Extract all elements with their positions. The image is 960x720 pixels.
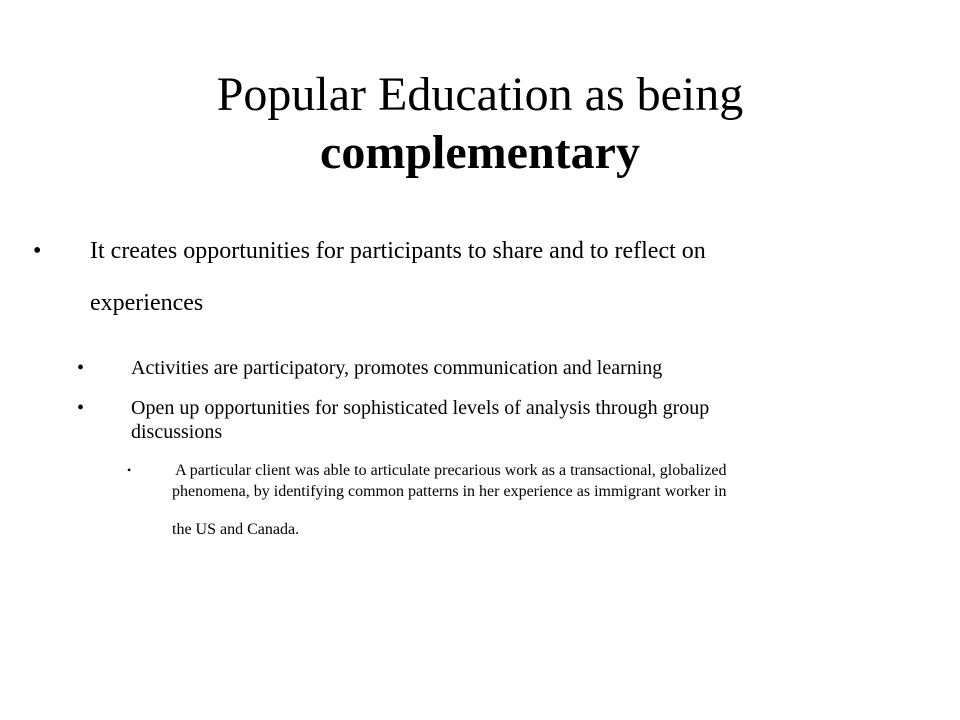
bullet-level3-line2: phenomena, by identifying common patterns in her experience as immigrant worker in xyxy=(172,483,727,500)
bullet-level3-line1: A particular client was able to articulate precarious work as a transactional, globalized xyxy=(172,462,727,479)
title-line-2-bold: complementary xyxy=(320,126,640,179)
bullet-level3-text xyxy=(127,460,927,540)
bullet-level2-text xyxy=(77,396,877,444)
bullet-level2-open-up xyxy=(77,396,877,444)
bullet-level1-line1: It creates opportunities for participants to share and to reflect on xyxy=(90,238,706,264)
bullet-dot: • xyxy=(77,397,85,419)
bullet-level1 xyxy=(33,232,913,322)
bullet-level1-text xyxy=(33,232,913,322)
bullet-level2-line1: Open up opportunities for sophisticated levels of analysis through group xyxy=(131,397,710,419)
bullet-level3-client-example xyxy=(127,460,927,540)
bullet-level1-line2: experiences xyxy=(90,290,204,316)
bullet-level3-line3: the US and Canada. xyxy=(172,521,300,538)
bullet-level2-line2: discussions xyxy=(131,421,223,443)
bullet-dot: • xyxy=(33,238,42,264)
title-line-1: Popular Education as being xyxy=(216,68,744,121)
bullet-dot: • xyxy=(127,463,132,477)
bullet-dot: • xyxy=(77,357,85,379)
bullet-level2-text: Activities are participatory, promotes communication and learning xyxy=(131,357,663,379)
bullet-level2-activities xyxy=(77,356,877,380)
slide-title xyxy=(60,66,900,182)
